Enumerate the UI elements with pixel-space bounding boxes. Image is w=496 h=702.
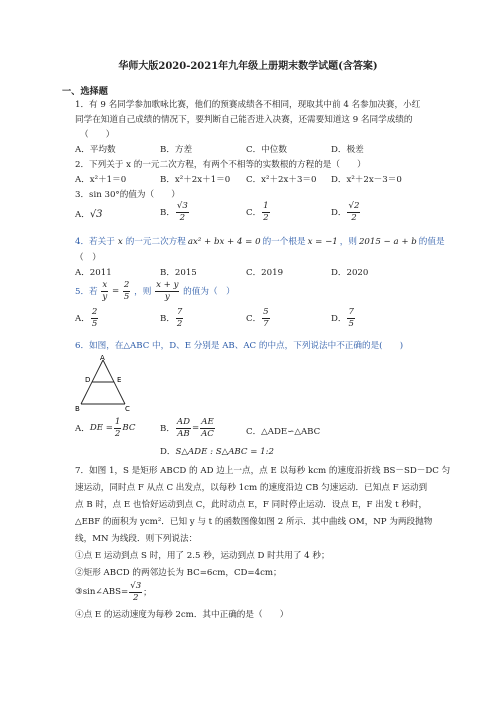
q1-option-c: C．中位数 (246, 145, 287, 155)
vertex-label-a: A (100, 354, 105, 362)
q7-statement-2: ②矩形 ABCD 的两邻边长为 BC=6cm，CD=4cm； (75, 568, 282, 578)
q5-option-a: A． $\frac{2}{5}$ (75, 307, 98, 329)
q5-option-b: B． $\frac{7}{2}$ (160, 307, 183, 329)
triangle-figure (73, 354, 133, 414)
q6-option-a: A．DE = $\frac{1}{2}$ BC (75, 417, 136, 439)
q1-line1: 1．有 9 名同学参加歌咏比赛，他们的预赛成绩各不相同，现取其中前 4 名参加决赛，小红 (75, 100, 421, 110)
q7-line2: 速运动，同时点 F 从点 C 出发点，以每秒 1cm 的速度沿边 CB 匀速运动．已知点 F 运动到 (75, 483, 428, 493)
q7-line4: △EBF 的面积为 ycm²．已知 y 与 t 的函数图像如图 2 所示．其中曲线 OM，NP 为两段抛物 (75, 517, 433, 527)
q5-option-c: C． $\frac{5}{7}$ (246, 307, 269, 329)
q1-option-b: B．方差 (160, 145, 193, 155)
q4-line2: （ ） (75, 253, 101, 263)
q2-line: 2．下列关于 x 的一元二次方程，有两个不相等的实数根的方程的是（ ） (75, 160, 366, 170)
q7-statement-4: ④点 E 的运动速度为每秒 2cm．其中正确的是（ ） (75, 610, 289, 620)
q6-option-b: B． $\frac{AD}{AB}$ = $\frac{AE}{AC}$ (160, 417, 214, 439)
q3-line: 3．sin 30°的值为（ ） (75, 190, 180, 200)
q5-line: 5．若 $\frac{x}{y}$ = $\frac{2}{5}$ ，则 $\frac{x + y}{y}$ 的值为（ ） (75, 280, 235, 302)
q7-statement-3: ③sin∠ABS= $\frac{√3}{2}$ ； (75, 581, 152, 603)
q5-option-d: D． $\frac{7}{5}$ (331, 307, 354, 329)
q2-option-d: D．x²＋2x－3＝0 (331, 175, 402, 185)
q3-option-a: A．√3 (75, 209, 103, 220)
q3-option-b: B． $\frac{√3}{2}$ (160, 201, 188, 223)
q3-option-c: C． $\frac{1}{2}$ (246, 201, 269, 223)
q4-option-b: B．2015 (160, 268, 197, 278)
point-label-e: E (117, 376, 122, 384)
q4-line1: 4．若关于 x 的一元二次方程 ax² + bx + 4 = 0 的一个根是 x = −1 ，则 2015 − a + b 的值是 (75, 237, 445, 247)
page-title: 华师大版2020-2021年九年级上册期末数学试题(含答案) (118, 61, 378, 72)
point-label-d: D (85, 376, 91, 384)
vertex-label-b: B (75, 405, 80, 413)
q7-line1: 7．如图 1，S 是矩形 ABCD 的 AD 边上一点，点 E 以每秒 kcm 的速度沿折线 BS－SD－DC 匀 (75, 466, 451, 476)
q2-option-b: B．x²＋2x＋1＝0 (160, 175, 231, 185)
q2-option-a: A．x²＋1＝0 (75, 175, 127, 185)
q7-line3: 点 B 时，点 E 也恰好运动到点 C，此时动点 E，F 同时停止运动．设点 E，F 出发 t 秒时， (75, 500, 428, 510)
q6-option-d: D．S△ADE : S△ABC = 1:2 (160, 447, 274, 457)
q4-option-d: D．2020 (331, 268, 369, 278)
q1-option-a: A．平均数 (75, 145, 116, 155)
vertex-label-c: C (125, 405, 130, 413)
q3-option-d: D． $\frac{√2}{2}$ (331, 201, 360, 223)
section-heading: 一、选择题 (62, 86, 108, 97)
q1-option-d: D．极差 (331, 145, 364, 155)
q1-line3: （ ） (80, 130, 115, 140)
q4-option-c: C．2019 (246, 268, 284, 278)
q1-line2: 同学在知道自己成绩的情况下，要判断自己能否进入决赛，还需要知道这 9 名同学成绩的 (75, 115, 413, 125)
q7-line5: 线，MN 为线段．则下列说法： (75, 534, 198, 544)
q6-line: 6．如图，在△ABC 中，D、E 分别是 AB、AC 的中点，下列说法中不正确的是( ) (75, 341, 404, 351)
q2-option-c: C．x²＋2x＋3＝0 (246, 175, 317, 185)
q6-option-c: C．△ADE∽△ABC (246, 427, 321, 437)
q4-option-a: A．2011 (75, 268, 112, 278)
q7-statement-1: ①点 E 运动到点 S 时，用了 2.5 秒，运动到点 D 时共用了 4 秒； (75, 551, 330, 561)
